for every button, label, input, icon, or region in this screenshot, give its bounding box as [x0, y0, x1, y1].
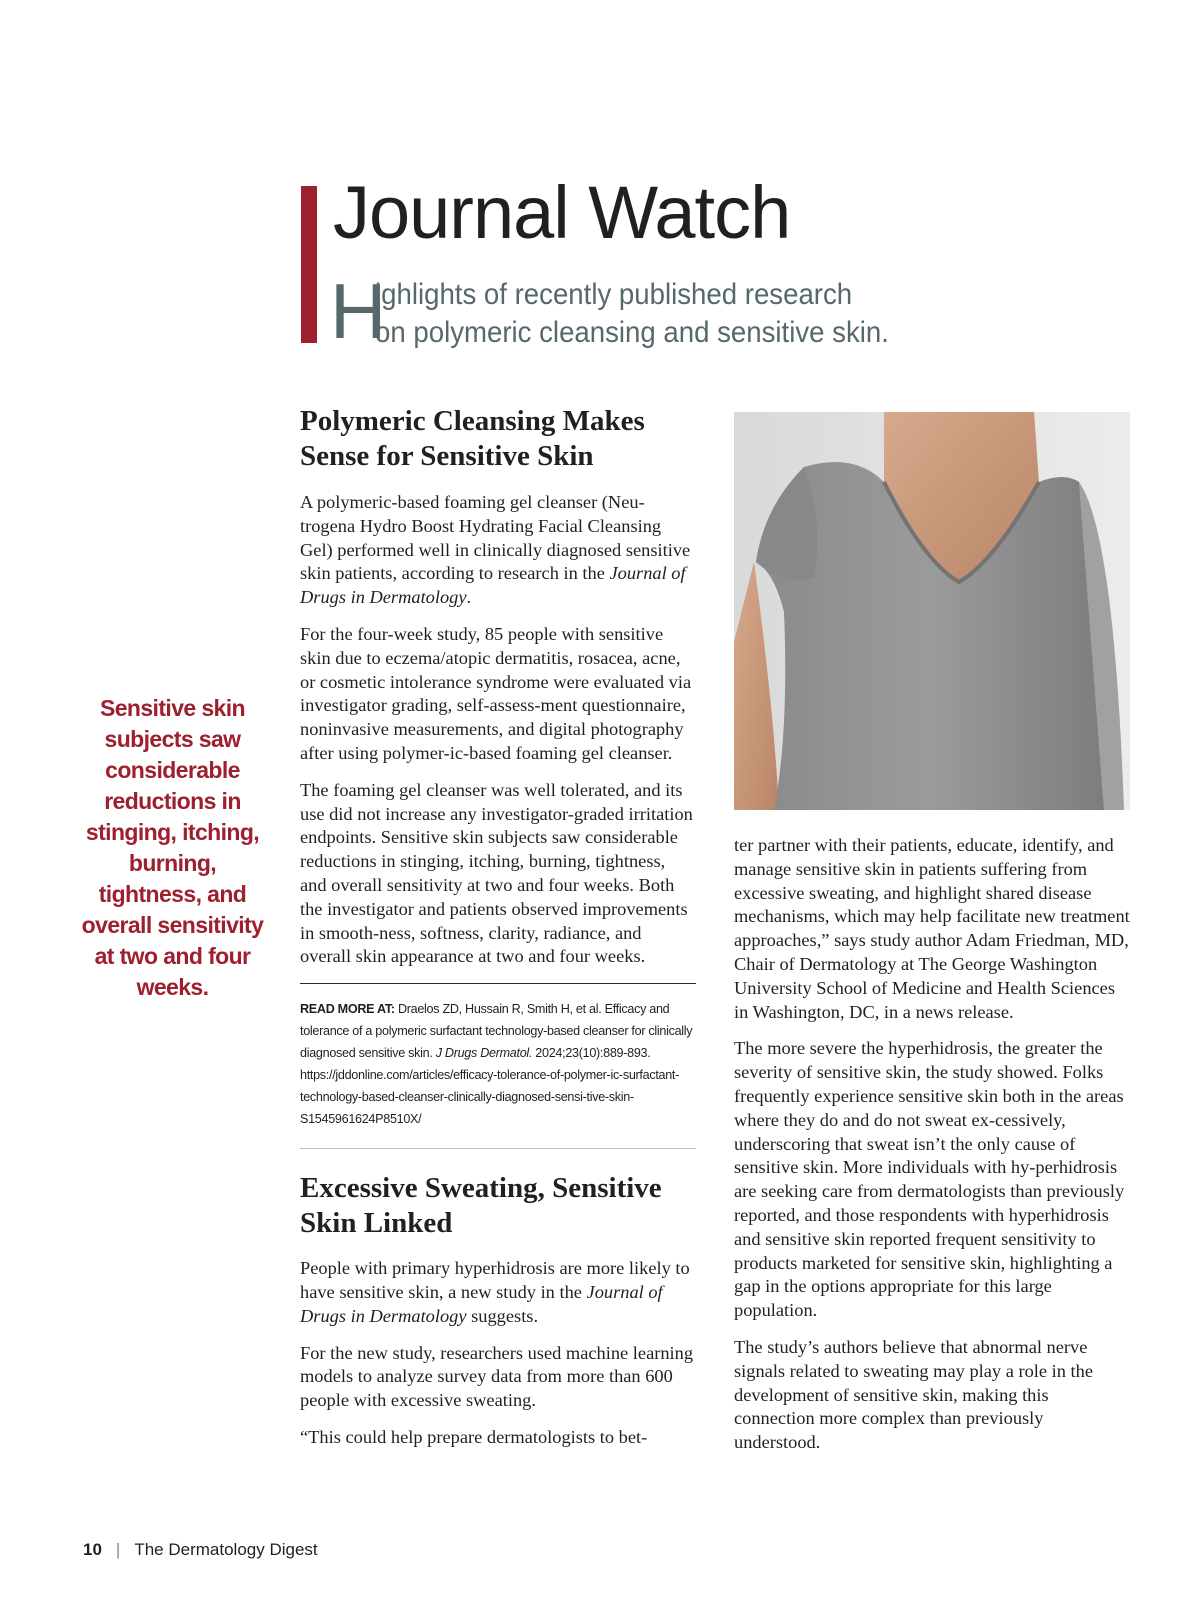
article2-paragraph-5: The more severe the hyperhidrosis, the greater the severity of sensitive skin, the study showed. Folks frequently experience sensitive skin both in the areas where they do and do not sweat ex-cessively, underscoring that sweat isn’t the only cause of sensitive skin. More individuals with hy-perhidrosis are seeking care from dermatologists than previously reported, and those respondents with hyperhidrosis and sensitive skin reported frequent sensitivity to products marketed for sensitive skin, highlighting a gap in the options appropriate for this large population. [734, 1038, 1125, 1321]
subtitle-line-1: ighlights of recently published research [375, 278, 853, 311]
article2-paragraph-2: For the new study, researchers used machine learning models to analyze survey data from more than 600 people with excessive sweating. [300, 1342, 694, 1411]
article1-paragraph-2: For the four-week study, 85 people with sensitive skin due to eczema/atopic dermatitis, rosacea, acne, or cosmetic intolerance syndrome were evaluated via investigator grading, self-assess-ment questionnaire, noninvasive measurements, and digital photography after using polymer-ic-based foaming gel cleanser. [300, 623, 692, 763]
article-photo [734, 412, 1130, 810]
article1-paragraph-1 [300, 491, 696, 610]
accent-bar [301, 186, 317, 343]
article2-p1-end: suggests. [466, 1305, 539, 1326]
publication-name: The Dermatology Digest [134, 1540, 318, 1559]
article1-headline-line-1: Polymeric Cleansing Makes [300, 405, 645, 437]
woman-in-gray-tshirt-image [734, 412, 1130, 810]
subtitle-line-2: on polymeric cleansing and sensitive skin. [375, 316, 889, 349]
article1-p1-end: . [466, 587, 472, 608]
article2-paragraph-3: “This could help prepare dermatologists to bet- [300, 1426, 648, 1447]
divider-rule [300, 983, 696, 984]
article1-headline-line-2: Sense for Sensitive Skin [300, 440, 594, 472]
article2-headline-line-2: Skin Linked [300, 1207, 453, 1240]
citation-journal: J Drugs Dermatol. [435, 1046, 533, 1061]
divider-rule-light [300, 1148, 696, 1149]
article2-paragraph-6: The study’s authors believe that abnormal nerve signals related to sweating may play a role in the development of sensitive skin, making this connection more complex than previously understood. [734, 1336, 1094, 1453]
article2-paragraph-4: ter partner with their patients, educate, identify, and manage sensitive skin in patients suffering from excessive sweating, and highlight shared disease mechanisms, which may help facilitate new treatment approaches,” says study author Adam Friedman, MD, Chair of Dermatology at The George Washington University School of Medicine and Health Sciences in Washington, DC, in a news release. [734, 835, 1130, 1022]
article1-p1-text: A polymeric-based foaming gel cleanser (Neu-trogena Hydro Boost Hydrating Facial Cleansing Gel) performed well in clinically diagnosed sensitive skin patients, according to research in the [300, 492, 691, 584]
article1-headline [300, 404, 696, 474]
page-title: Journal Watch [333, 171, 791, 254]
left-column [300, 404, 696, 1463]
subtitle-dropcap: H [330, 267, 387, 355]
article2-headline [300, 1171, 696, 1241]
article2-p1-text: People with primary hyperhidrosis are more likely to have sensitive skin, a new study in the [300, 1258, 690, 1302]
article1-paragraph-3: The foaming gel cleanser was well tolerated, and its use did not increase any investigator-graded irritation endpoints. Sensitive skin subjects saw considerable reductions in stinging, itching, burning, tightness, and overall sensitivity at two and four weeks. Both the investigator and patients observed improvements in smooth-ness, softness, clarity, radiance, and overall skin appearance at two and four weeks. [300, 779, 693, 967]
article2-paragraph-1 [300, 1257, 696, 1328]
article2-headline-line-1: Excessive Sweating, Sensitive [300, 1172, 662, 1205]
read-more-citation [300, 998, 696, 1130]
right-column [734, 834, 1132, 1468]
citation-text: Draelos ZD, Hussain R, Smith H, et al. Efficacy and tolerance of a polymeric surfactant technology-based cleanser for clinically diagnosed sensitive skin. [300, 1002, 693, 1061]
article2-journal-name: Journal of Drugs in Dermatology [300, 1281, 663, 1326]
pull-quote: Sensitive skin subjects saw considerable reductions in stinging, itching, burning, tightness, and overall sensitivity at two and four weeks. [81, 695, 264, 1000]
page-footer [83, 1540, 318, 1560]
page-number: 10 [83, 1540, 102, 1559]
citation-link[interactable]: 2024;23(10):889-893. https://jddonline.com/articles/efficacy-tolerance-of-polymer-ic-surfactant-technology-based-cleanser-clinically-diagnosed-sensi-tive-skin-S1545961624P8510X/ [300, 1046, 680, 1127]
article1-journal-name: Journal of Drugs in Dermatology [300, 563, 686, 608]
footer-separator: | [115, 1540, 121, 1559]
read-more-label: READ MORE AT: [300, 1002, 395, 1017]
